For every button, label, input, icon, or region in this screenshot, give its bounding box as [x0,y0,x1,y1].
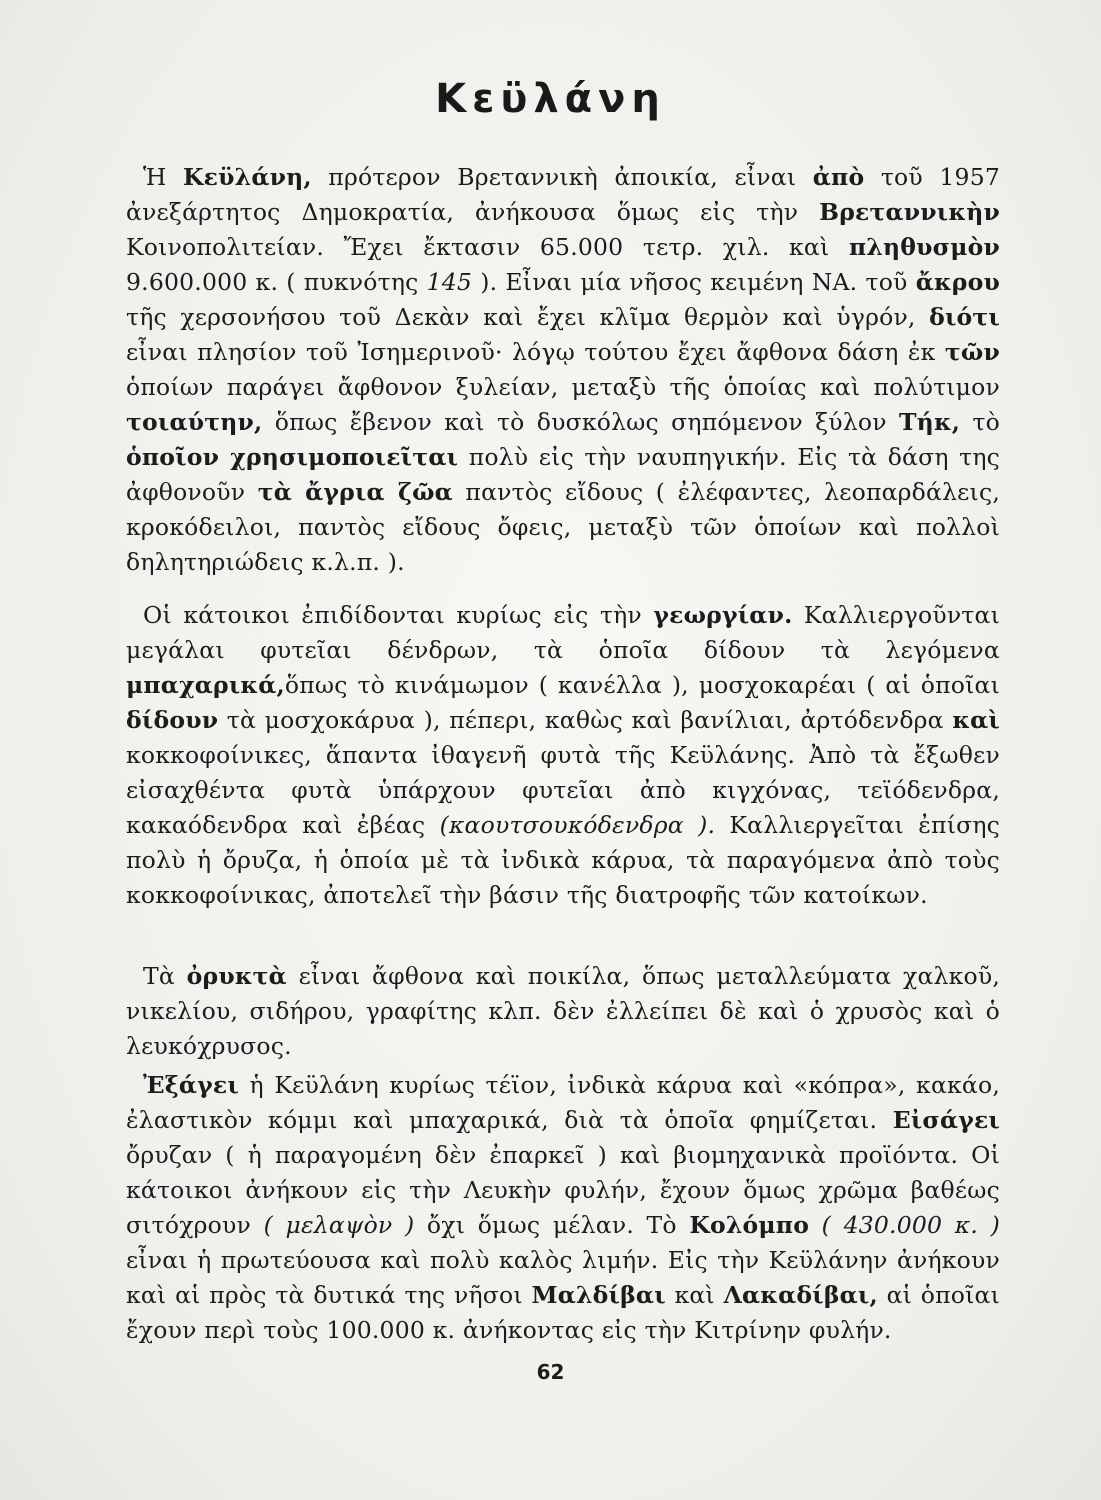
bold-term: μπαχαρικά, [126,671,285,699]
bold-term: τὰ ἄγρια ζῶα [257,478,453,506]
italic-term: ( 430.000 κ. ) [809,1211,1000,1239]
text-run: τὰ μοσχοκάρυα ), πέπερι, καθὼς καὶ βανίλιαι, ἀρτόδενδρα [218,706,953,734]
text-run: ὅπως τὸ κινάμωμον ( κανέλλα ), μοσχοκαρέαι ( αἱ ὁποῖαι [284,671,1000,699]
bold-term: Λακαδίβαι, [723,1281,878,1309]
bold-term: Τήκ, [898,408,961,436]
bold-term: Μαλδίβαι [531,1281,666,1309]
italic-term: ( μελαψὸν ) [263,1211,415,1239]
text-run: Κοινοπολιτείαν. Ἔχει ἔκτασιν 65.000 τετρ. χιλ. καὶ [126,233,849,261]
text-run: ὅπως ἔβενον καὶ τὸ δυσκόλως σηπόμενον ξύλον [262,408,899,436]
italic-term: 145 [426,268,473,296]
text-run: ὄχι ὅμως μέλαν. Τὸ [414,1211,690,1239]
bold-term: καὶ [952,706,1000,734]
bold-term: τοιαύτην, [126,408,263,436]
text-run: Ἡ [143,163,184,191]
bold-term: Ἐξάγει [143,1071,239,1099]
text-run: εἶναι πλησίον τοῦ Ἰσημερινοῦ· λόγῳ τούτου ἔχει ἄφθονα δάση ἐκ [126,338,945,366]
text-run: αἱ ὁποῖαι ἔχουν περὶ τοὺς 100.000 κ. ἀνήκοντας εἰς τὴν Κιτρίνην φυλήν. [126,1281,1001,1344]
text-run: ὁποίων παράγει ἄφθονον ξυλείαν, μεταξὺ τῆς ὁποίας καὶ πολύτιμον [126,373,1000,401]
text-run: καὶ [665,1281,724,1309]
text-run: τῆς χερσονήσου τοῦ Δεκὰν καὶ ἔχει κλῖμα θερμὸν καὶ ὑγρόν, [126,303,930,331]
bold-term: Εἰσάγει [892,1106,1000,1134]
page-number: 62 [536,1360,565,1384]
text-run: 9.600.000 κ. ( πυκνότης [126,268,427,296]
text-run: εἶναι ἄφθονα καὶ ποικίλα, ὅπως μεταλλεύματα χαλκοῦ, νικελίου, σιδήρου, γραφίτης κλπ. δὲν ἐλλείπει δὲ καὶ ὁ χρυσὸς καὶ ὁ λευκόχρυσος. [126,962,1000,1060]
bold-term: ἀπὸ [812,163,865,191]
text-run: Τὰ [143,962,187,990]
text-run: Καλλιεργοῦνται μεγάλαι φυτεῖαι δένδρων, τὰ ὁποῖα δίδουν τὰ λεγόμενα [126,601,1000,664]
paragraph-gap [126,580,1000,598]
text-run: Οἱ κάτοικοι ἐπιδίδονται κυρίως εἰς τὴν [143,601,654,629]
page-title: Κεϋλάνη [435,76,666,122]
bold-term: ἄκρου [915,268,1000,296]
bold-term: τῶν [944,338,1000,366]
bold-term: ὀρυκτὰ [186,962,287,990]
text-run: πρότερον Βρεταννικὴ ἀποικία, εἶναι [311,163,813,191]
text-run: Καλλιεργεῖται ἐπίσης πολὺ ἡ ὄρυζα, ἡ ὁποία μὲ τὰ ἰνδικὰ κάρυα, τὰ παραγόμενα ἀπὸ τοὺς κοκκοφοίνικας, ἀποτελεῖ τὴν βάσιν τῆς διατροφῆς τῶν κατοίκων. [126,811,1000,909]
bold-term: γεωργίαν. [653,601,793,629]
bold-term: διότι [929,303,1000,331]
text-run: κοκκοφοίνικες, ἅπαντα ἰθαγενῆ φυτὰ τῆς Κεϋλάνης. Ἀπὸ τὰ ἔξωθεν εἰσαχθέντα φυτὰ ὑπάρχουν φυτεῖαι ἀπὸ κιγχόνας, τεϊόδενδρα, κακαόδενδρα καὶ ἐβέας [126,741,1000,839]
paragraph-overview [126,160,1000,580]
text-run: ὄρυζαν ( ἡ παραγομένη δὲν ἐπαρκεῖ ) καὶ βιομηχανικὰ προϊόντα. Οἱ κάτοικοι ἀνήκουν εἰς τὴν Λευκὴν φυλήν, ἔχουν ὅμως χρῶμα βαθέως σιτόχρουν [126,1141,1000,1239]
text-run: τὸ [960,408,1000,436]
bold-term: πληθυσμὸν [848,233,1000,261]
bold-term: Κεϋλάνη, [183,163,312,191]
bold-term: ὁποῖον χρησιμοποιεῖται [126,443,459,471]
paragraph-agriculture [126,598,1000,913]
text-run: παντὸς εἴδους ( ἐλέφαντες, λεοπαρδάλεις, κροκόδειλοι, παντὸς εἴδους ὄφεις, μεταξὺ τῶν ὁποίων καὶ πολλοὶ δηλητηριώδεις κ.λ.π. ). [126,478,1000,576]
text-run: εἶναι ἡ πρωτεύουσα καὶ πολὺ καλὸς λιμήν. Εἰς τὴν Κεϋλάνην ἀνήκουν καὶ αἱ πρὸς τὰ δυτικά της νῆσοι [126,1246,1000,1309]
body-text [126,160,1000,1348]
bold-term: δίδουν [126,706,219,734]
text-run: ). Εἶναι μία νῆσος κειμένη ΝΑ. τοῦ [472,268,916,296]
paragraph-minerals [126,959,1000,1064]
paragraph-trade [126,1068,1000,1348]
text-run: τοῦ 1957 ἀνεξάρτητος Δημοκρατία, ἀνήκουσα ὅμως εἰς τὴν [126,163,1000,226]
paragraph-gap [126,913,1000,959]
text-run: ἡ Κεϋλάνη κυρίως τέϊον, ἰνδικὰ κάρυα καὶ «κόπρα», κακάο, ἐλαστικὸν κόμμι καὶ μπαχαρικά, διὰ τὰ ὁποῖα φημίζεται. [126,1071,1000,1134]
italic-term: (καουτσουκόδενδρα ). [439,811,716,839]
bold-term: Κολόμπο [689,1211,810,1239]
text-run: πολὺ εἰς τὴν ναυπηγικήν. Εἰς τὰ δάση της ἀφθονοῦν [126,443,1000,506]
bold-term: Βρεταννικὴν [819,198,1000,226]
